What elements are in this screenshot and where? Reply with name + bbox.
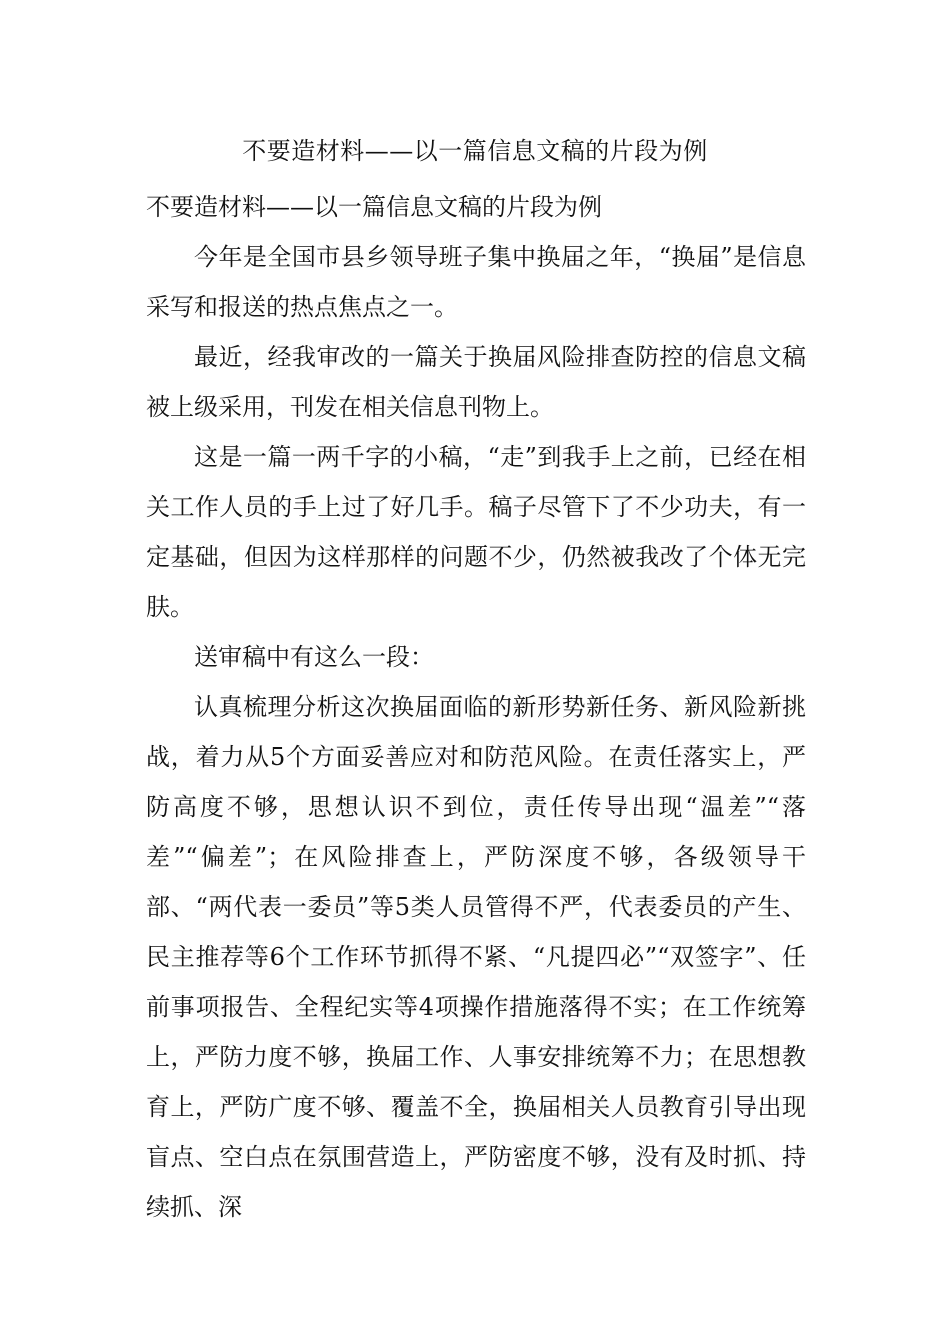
document-body	[146, 182, 806, 1232]
document-title: 不要造材料——以一篇信息文稿的片段为例	[242, 137, 708, 165]
paragraph-2: 最近，经我审改的一篇关于换届风险排查防控的信息文稿被上级采用，刊发在相关信息刊物上。	[146, 343, 806, 421]
paragraph-3: 这是一篇一两千字的小稿，“走”到我手上之前，已经在相关工作人员的手上过了好几手。稿子尽管下了不少功夫，有一定基础，但因为这样那样的问题不少，仍然被我改了个体无完肤。	[146, 443, 806, 621]
paragraph-1: 今年是全国市县乡领导班子集中换届之年，“换届”是信息采写和报送的热点焦点之一。	[146, 243, 806, 321]
paragraph-5: 认真梳理分析这次换届面临的新形势新任务、新风险新挑战，着力从5个方面妥善应对和防范风险。在责任落实上，严防高度不够，思想认识不到位，责任传导出现“温差”“落差”“偏差”；在风险排查上，严防深度不够，各级领导干部、“两代表一委员”等5类人员管得不严，代表委员的产生、民主推荐等6个工作环节抓得不紧、“凡提四必”“双签字”、任前事项报告、全程纪实等4项操作措施落得不实；在工作统筹上，严防力度不够，换届工作、人事安排统筹不力；在思想教育上，严防广度不够、覆盖不全，换届相关人员教育引导出现盲点、空白点在氛围营造上，严防密度不够，没有及时抓、持续抓、深	[146, 693, 806, 1221]
paragraph-4: 送审稿中有这么一段：	[194, 643, 434, 671]
document-subtitle: 不要造材料——以一篇信息文稿的片段为例	[146, 193, 602, 221]
